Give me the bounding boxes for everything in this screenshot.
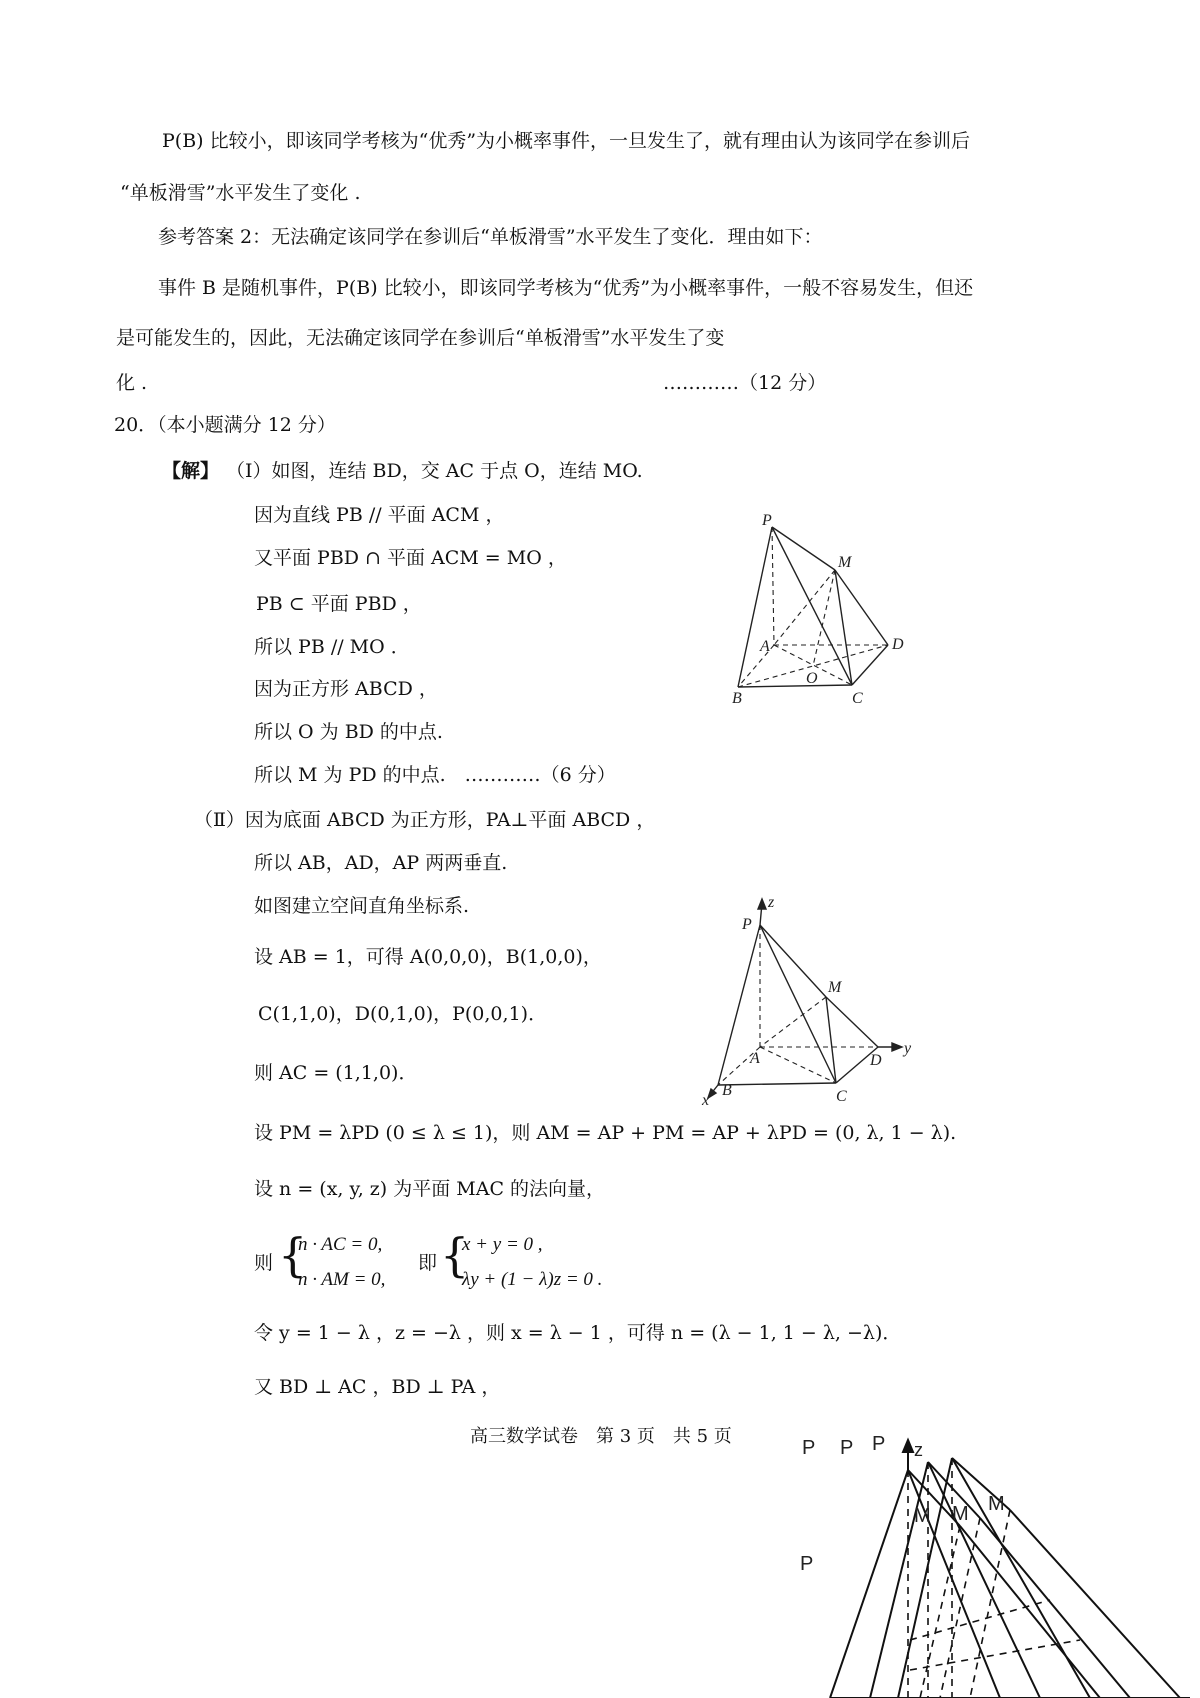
text-line: （Ⅱ）因为底面 ABCD 为正方形，PA⊥平面 ABCD ，	[194, 809, 656, 831]
left-brace: {	[440, 1228, 470, 1282]
label-B: B	[722, 1082, 732, 1099]
text-line: 参考答案 2：无法确定该同学在参训后“单板滑雪”水平发生了变化．理由如下：	[158, 226, 823, 248]
text-line: 事件 B 是随机事件，P(B) 比较小，即该同学考核为“优秀”为小概率事件，一般不容易发生，但还	[158, 277, 974, 299]
text-line: PB ⊂ 平面 PBD ，	[256, 593, 422, 615]
text-line: “单板滑雪”水平发生了变化 .	[120, 182, 361, 204]
label-C: C	[836, 1088, 847, 1105]
text-line: （Ⅰ）如图，连结 BD，交 AC 于点 O，连结 MO.	[226, 460, 643, 482]
label-B: B	[732, 690, 742, 707]
equation: λy + (1 − λ)z = 0 .	[462, 1269, 603, 1290]
equation: n · AC = 0,	[298, 1234, 383, 1255]
label-P: P	[742, 916, 752, 933]
solution-label: 【解】	[162, 460, 220, 482]
label-M: M	[914, 1505, 931, 1527]
text-line: 又 BD ⊥ AC ，BD ⊥ PA ，	[254, 1376, 501, 1398]
text-line: 即	[418, 1252, 438, 1274]
label-D: D	[870, 1052, 882, 1069]
label-P: P	[800, 1553, 814, 1575]
label-M: M	[988, 1493, 1005, 1515]
text-line: 则	[254, 1252, 274, 1274]
text-line: 是可能发生的，因此，无法确定该同学在参训后“单板滑雪”水平发生了变	[116, 327, 725, 349]
label-P: P	[762, 512, 772, 529]
label-z: z	[768, 894, 775, 911]
pyramid-figure-2	[700, 894, 920, 1109]
label-x: x	[702, 1092, 710, 1109]
label-D: D	[892, 636, 904, 653]
question-heading: 20．（本小题满分 12 分）	[114, 414, 336, 436]
pyramid-figure-1	[720, 512, 920, 707]
text-line: 化 .	[116, 372, 148, 394]
equation: x + y = 0 ,	[462, 1234, 543, 1255]
text-line: 所以 O 为 BD 的中点.	[254, 721, 443, 743]
pyramid-figure-3	[800, 1433, 1190, 1698]
label-z: z	[914, 1440, 923, 1460]
label-M: M	[828, 979, 842, 996]
text-line: 设 n = (x, y, z) 为平面 MAC 的法向量，	[254, 1178, 606, 1200]
score-note: …………（12 分）	[663, 372, 827, 394]
text-line: 所以 AB，AD，AP 两两垂直.	[254, 852, 508, 874]
label-P: P	[802, 1437, 816, 1459]
text-line: 设 AB = 1，可得 A(0,0,0)，B(1,0,0)，	[254, 946, 602, 968]
text-line: 所以 M 为 PD 的中点. …………（6 分）	[254, 764, 616, 786]
label-A: A	[760, 638, 770, 655]
text-line: 令 y = 1 − λ ，z = −λ ，则 x = λ − 1 ，可得 n = (λ − 1, 1 − λ, −λ)．	[254, 1322, 902, 1344]
label-P: P	[840, 1437, 854, 1459]
label-O: O	[806, 670, 818, 687]
text-line: 设 PM = λPD (0 ≤ λ ≤ 1)，则 AM = AP + PM = AP + λPD = (0, λ, 1 − λ).	[254, 1122, 957, 1144]
text-line: C(1,1,0)，D(0,1,0)，P(0,0,1)．	[258, 1003, 548, 1025]
label-M: M	[838, 554, 852, 571]
label-C: C	[852, 690, 863, 707]
text-line: 因为正方形 ABCD ，	[254, 678, 438, 700]
label-P: P	[872, 1433, 886, 1455]
label-A: A	[750, 1050, 760, 1067]
page-footer: 高三数学试卷 第 3 页 共 5 页	[470, 1426, 732, 1447]
left-brace: {	[278, 1228, 308, 1282]
label-y: y	[904, 1040, 912, 1057]
label-M: M	[952, 1503, 969, 1525]
text-line: 如图建立空间直角坐标系.	[254, 895, 470, 917]
text-line: 则 AC = (1,1,0)．	[254, 1062, 418, 1084]
text-line: 所以 PB // MO ．	[254, 636, 410, 658]
text-line: 又平面 PBD ∩ 平面 ACM = MO ，	[254, 547, 567, 569]
equation: n · AM = 0,	[298, 1269, 386, 1290]
text-line: P(B) 比较小，即该同学考核为“优秀”为小概率事件，一旦发生了，就有理由认为该同学在参训后	[162, 130, 971, 152]
text-line: 因为直线 PB // 平面 ACM ，	[254, 504, 505, 526]
